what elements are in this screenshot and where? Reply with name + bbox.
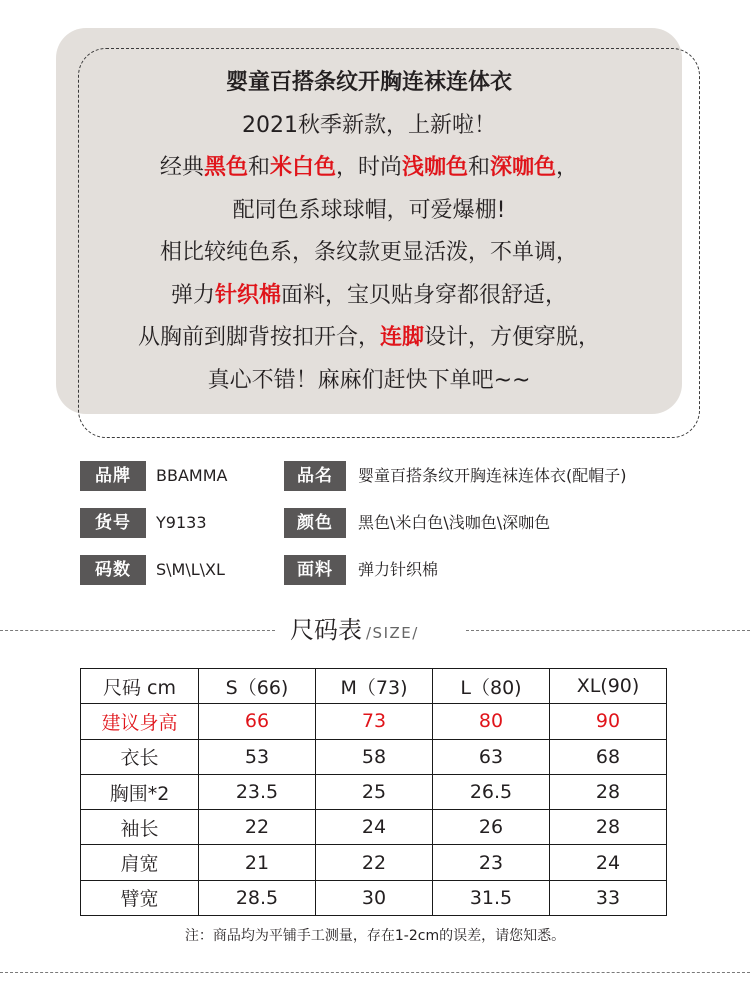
intro-line-call-to-action: 真心不错！麻麻们赶快下单吧~~ (207, 367, 531, 393)
text-segment: 和 (468, 155, 491, 180)
table-row-sleeve (81, 810, 667, 845)
row-label: 胸围*2 (81, 774, 199, 809)
table-cell: 23 (433, 845, 550, 880)
highlight-text: 连脚 (379, 325, 424, 350)
table-cell: 22 (316, 845, 433, 880)
measurement-note: 注：商品均为平铺手工测量，存在1-2cm的误差，请您知悉。 (184, 928, 566, 944)
header-cell: 尺码 cm (81, 669, 199, 704)
brand-label: 品牌 (80, 461, 146, 491)
text-segment: 面料，宝贝贴身穿都很舒适， (281, 282, 568, 308)
table-cell: 26.5 (433, 774, 550, 809)
row-label: 袖长 (81, 810, 199, 845)
text-segment: ，时尚 (335, 155, 402, 180)
product-name-label: 品名 (284, 461, 346, 491)
header-cell: S（66) (199, 669, 316, 704)
highlight-text: 米白色 (269, 155, 336, 180)
row-label: 臂宽 (81, 880, 199, 915)
table-cell: 53 (199, 739, 316, 774)
intro-text (56, 62, 682, 402)
text-segment: 从胸前到脚背按扣开合， (137, 325, 380, 350)
header-cell: M（73) (316, 669, 433, 704)
divider-bottom (0, 972, 750, 973)
table-cell: 33 (550, 880, 667, 915)
intro-line-stripes: 相比较纯色系，条纹款更显活泼，不单调， (159, 240, 578, 265)
table-cell: 31.5 (433, 880, 550, 915)
text-segment: 经典 (159, 155, 204, 180)
size-table (80, 668, 667, 916)
table-cell: 68 (550, 739, 667, 774)
table-cell: 28.5 (199, 880, 316, 915)
intro-line-hat: 配同色系球球帽，可爱爆棚! (232, 197, 506, 223)
table-cell: 24 (316, 810, 433, 845)
table-cell: 58 (316, 739, 433, 774)
table-row-height (81, 704, 667, 739)
row-label: 衣长 (81, 739, 199, 774)
table-cell: 28 (550, 810, 667, 845)
material-value: 弹力针织棉 (358, 560, 439, 579)
table-cell: 66 (199, 704, 316, 739)
table-cell: 90 (550, 704, 667, 739)
intro-line-fabric (56, 275, 682, 318)
divider-left (0, 630, 275, 631)
table-row-length (81, 739, 667, 774)
table-cell: 80 (433, 704, 550, 739)
table-row-shoulder (81, 845, 667, 880)
size-value: S\M\L\XL (156, 560, 225, 579)
size-label: 码数 (80, 555, 146, 585)
text-segment: ， (556, 155, 579, 180)
text-segment: 和 (247, 155, 270, 180)
brand-value: BBAMMA (156, 466, 228, 485)
row-label: 肩宽 (81, 845, 199, 880)
table-cell: 23.5 (199, 774, 316, 809)
table-cell: 63 (433, 739, 550, 774)
table-cell: 30 (316, 880, 433, 915)
table-header-row (81, 669, 667, 704)
sku-label: 货号 (80, 508, 146, 538)
table-cell: 28 (550, 774, 667, 809)
sku-value: Y9133 (156, 513, 207, 532)
highlight-text: 浅咖色 (402, 155, 469, 180)
text-segment: 弹力 (170, 282, 215, 308)
intro-line-new-arrival: 2021秋季新款，上新啦！ (242, 112, 496, 138)
size-chart-title-en: /SIZE/ (366, 624, 419, 642)
text-segment: 设计，方便穿脱， (424, 325, 601, 350)
table-cell: 25 (316, 774, 433, 809)
color-label: 颜色 (284, 508, 346, 538)
highlight-text: 深咖色 (490, 155, 557, 180)
divider-right (466, 630, 750, 631)
row-label: 建议身高 (81, 704, 199, 739)
header-cell: L（80) (433, 669, 550, 704)
product-name-value: 婴童百搭条纹开胸连袜连体衣(配帽子) (358, 466, 627, 485)
header-cell: XL(90) (550, 669, 667, 704)
size-chart-title: 尺码表 (290, 616, 362, 644)
intro-line-colors (56, 147, 682, 190)
intro-line-design (56, 317, 682, 360)
product-title: 婴童百搭条纹开胸连袜连体衣 (225, 70, 512, 95)
highlight-text: 黑色 (203, 155, 248, 180)
table-cell: 73 (316, 704, 433, 739)
table-cell: 24 (550, 845, 667, 880)
material-label: 面料 (284, 555, 346, 585)
table-cell: 21 (199, 845, 316, 880)
table-row-arm (81, 880, 667, 915)
highlight-text: 针织棉 (214, 282, 281, 308)
table-cell: 22 (199, 810, 316, 845)
table-cell: 26 (433, 810, 550, 845)
color-value: 黑色\米白色\浅咖色\深咖色 (358, 513, 551, 532)
size-chart-heading (290, 612, 419, 648)
table-row-chest (81, 774, 667, 809)
